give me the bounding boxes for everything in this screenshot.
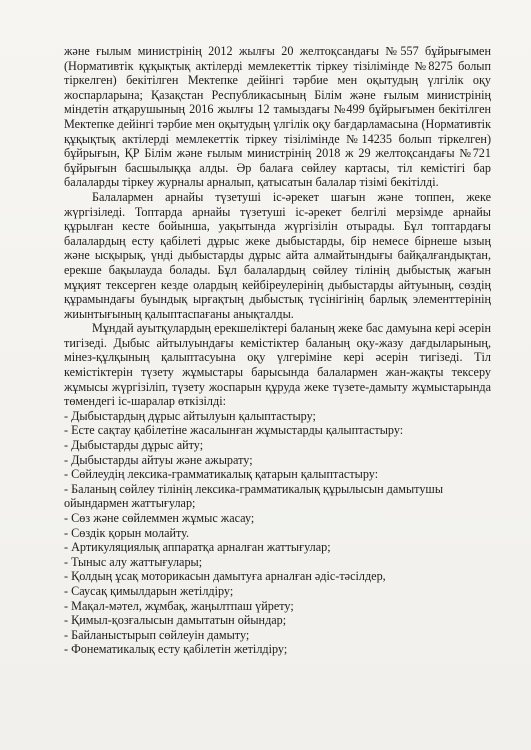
list-item: - Қимыл-қозғалысын дамытатын ойындар;	[64, 613, 287, 628]
paragraph-groups: Балалармен арнайы түзетуші іс-әрекет шағын және топпен, жеке жүргізіледі. Топтарда арнайы түзетуші іс-әрекет белгілі мерзімде арнайы құрылған кесте бойынша, уақытында жүргізілін отырады. Бұл топтардағы балалардың есту қабілеті дұрыс жеке дыбыстарды, бір немесе бірнеше ызың және ысқырық, үнді дыбыстарды дұрыс айта алмайтындығы байқалғандықтан, ерекше бақылауда болады. Бұл балалардың сөйлеу тілінің дыбыстық жағын мұқият тексерген кезде олардың кейбіреулерінің дыбыстарды айтуының, сөздің құрамындағы буындық ырғақтың дыбыстық түсінігінің барлық элементтерінің жиынтығының қалыптаспағаны анықталды.	[64, 189, 491, 321]
paragraph-effect: Мұндай ауытқулардың ерекшеліктері баланың жеке бас дамуына кері әсерін тигізеді. Дыбыс айтылуындағы кемістіктер баланың оқу-жазу дағдыларының, мінез-құлқының қалыптасуына оқу үлгеріміне кері әсерін тигізеді. Тіл кемістіктерін түзету жұмыстары барысында балалармен жан-жақты тексеру жұмысы жүргізіліп, түзету жоспарын құруда жеке түзете-дамыту жұмыстарында төмендегі іс-шаралар өткізілді:	[64, 321, 491, 409]
list-item: - Байланыстырып сөйлеуін дамыту;	[64, 627, 250, 642]
list-item: - Сөз және сөйлеммен жұмыс жасау;	[64, 511, 255, 525]
list-item: - Фонематикалық есту қабілетін жетілдіру;	[64, 642, 288, 657]
list-item: - Саусақ қимылдарын жетілдіру;	[64, 583, 234, 598]
list-item: - Баланың сөйлеу тілінің лексика-грамматикалық құрылысын дамытушы ойындармен жаттығулар;	[64, 481, 444, 511]
list-item: - Тыныс алу жаттығулары;	[64, 554, 203, 569]
activities-list	[64, 409, 491, 657]
list-item: - Дыбыстардың дұрыс айтылуын қалыптастыру;	[64, 408, 316, 423]
list-item: - Есте сақтау қабілетіне жасалынған жұмыстарды қалыптастыру:	[64, 423, 404, 438]
list-item: - Сөйлеудің лексика-грамматикалық қатарын қалыптастыру:	[64, 467, 379, 482]
paragraph-intro: және ғылым министрінің 2012 жылғы 20 желтоқсандағы №557 бұйрығымен (Нормативтік құқықтық актілерді мемлекеттік тіркеу тізілімінде №8275 болып тіркелген) бекітілген Мектепке дейінгі тәрбие мен оқытудың үлгілік оқу жоспарларына; Қазақстан Республикасының Білім және ғылым министрінің міндетін атқарушының 2016 жылғы 12 тамыздағы №499 бұйрығымен бекітілген Мектепке дейінгі тәрбие мен оқытудың үлгілік оқу бағдарламасына (Нормативтік құқықтық актілерді мемлекеттік тіркеу тізілімінде №14235 болып тіркелген) бұйрығын, ҚР Білім және ғылым министрінің 2018 ж 29 желтоқсандағы №721 бұйрығын басшылыққа алды. Әр балаға сөйлеу картасы, тіл кемістігі бар балаларды тіркеу журналы арналып, қатысатын балалар тізімі бекітілді.	[64, 44, 491, 190]
list-item: - Дыбыстарды дұрыс айту;	[64, 438, 204, 453]
list-item: - Артикуляциялық аппаратқа арналған жаттығулар;	[64, 540, 331, 555]
list-item: - Дыбыстарды айтуы және ажырату;	[64, 452, 253, 467]
list-item: - Мақал-мәтел, жұмбақ, жаңылтпаш үйрету;	[64, 598, 294, 613]
list-item: - Қолдың ұсақ моторикасын дамытуға арналған әдіс-тәсілдер,	[64, 569, 386, 584]
list-item: - Сөздік қорын молайту.	[64, 525, 190, 540]
